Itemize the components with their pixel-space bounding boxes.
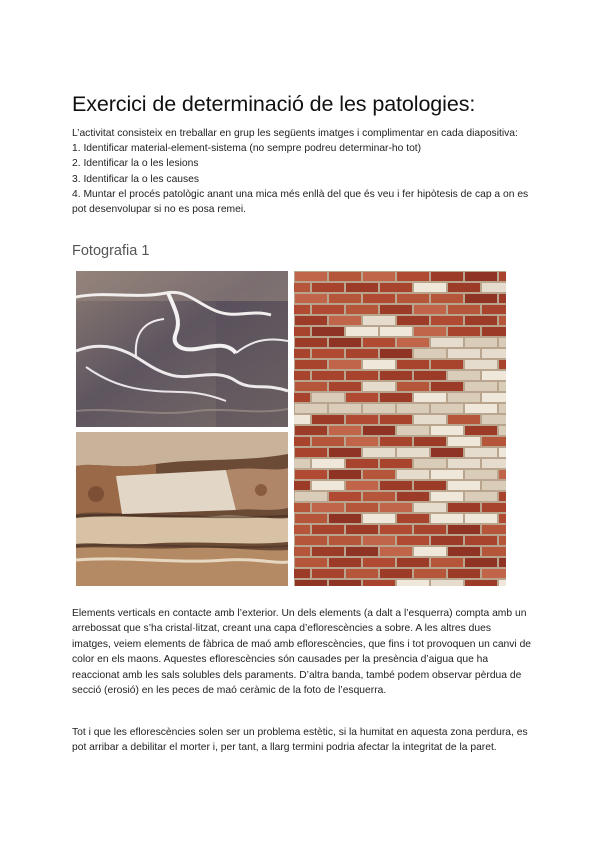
intro-block bbox=[72, 126, 532, 217]
intro-step-4: 4. Muntar el procés patològic anant una mica més enllà del que és veu i fer hipòtesis de cap a on es pot desenvolupar si no es posa remei. bbox=[72, 188, 529, 216]
page-title: Exercici de determinació de les patologies: bbox=[72, 92, 476, 116]
intro-step-3: 3. Identificar la o les causes bbox=[72, 173, 200, 185]
intro-step-1: 1. Identificar material-element-sistema (no sempre podreu determinar-ho tot) bbox=[72, 143, 422, 155]
description-paragraph: Elements verticals en contacte amb l’exterior. Un dels elements (a dalt a l’esquerra) compta amb un arrebossat que s’ha cristal·litzat, creant una capa d’eflorescències a sobre. A les altres dues imatges, veiem elements de fàbrica de maó amb eflorescències, que fins i tot provoquen un canvi de color en els maons. Aquestes eflorescències són causades per la presència d’aigua que ha reaccionat amb les sals solubles dels paraments. D’altra banda, també podem observar pèrdua de secció (erosió) en les peces de maó ceràmic de la foto de l’esquerra. bbox=[72, 608, 532, 697]
eroded-brick-masonry-photo bbox=[76, 432, 288, 586]
section-title: Fotografia 1 bbox=[72, 243, 150, 259]
efflorescence-plaster-photo bbox=[76, 271, 288, 427]
intro-step-2: 2. Identificar la o les lesions bbox=[72, 158, 199, 170]
brick-wall-efflorescence-photo bbox=[294, 271, 506, 586]
conclusion-paragraph: Tot i que les eflorescències solen ser un problema estètic, si la humitat en aquesta zona perdura, es pot arribar a debilitar el morter i, per tant, a llarg termini podria afectar la integritat de la paret. bbox=[72, 727, 528, 754]
intro-lead: L’activitat consisteix en treballar en grup les següents imatges i complimentar en cada diapositiva: bbox=[72, 128, 518, 139]
